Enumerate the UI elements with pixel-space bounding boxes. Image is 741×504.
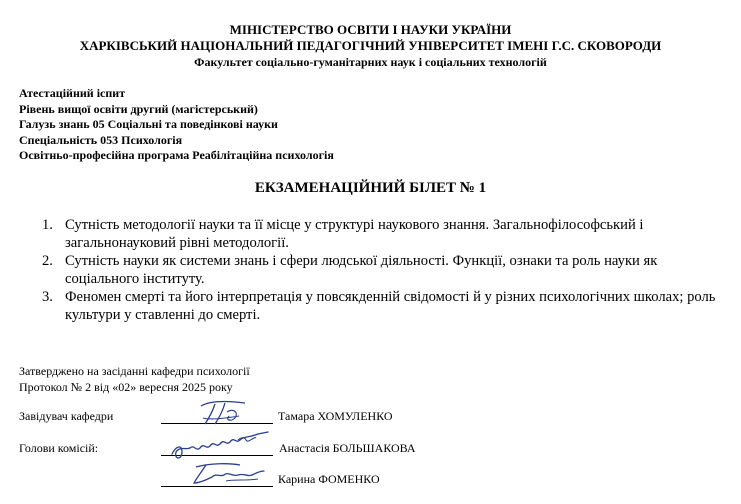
question-number: 2. (42, 253, 53, 269)
question-number: 3. (42, 289, 53, 305)
head-signature (195, 398, 251, 428)
member2-name: Карина ФОМЕНКО (278, 472, 380, 486)
education-level: Рівень вищої освіти другий (магістерський) (19, 101, 258, 116)
member1-name: Анастасія БОЛЬШАКОВА (279, 441, 416, 455)
question-number: 1. (42, 217, 53, 233)
university-title: ХАРКІВСЬКИЙ НАЦІОНАЛЬНИЙ ПЕДАГОГІЧНИЙ УНІВЕРСИТЕТ ІМЕНІ Г.С. СКОВОРОДИ (79, 38, 662, 53)
question-text: Сутність методології науки та її місце у структурі наукового знання. Загальнофілософський і загальнонауковий рівні методології. (65, 217, 644, 251)
commission-role: Голови комісій: (19, 441, 99, 455)
question-item (42, 252, 732, 288)
question-list (42, 216, 732, 324)
approval-note (19, 363, 250, 395)
educational-program: Освітньо-професійна програма Реабілітаційна психологія (19, 148, 334, 163)
ticket-title: ЕКЗАМЕНАЦІЙНИЙ БІЛЕТ № 1 (254, 180, 487, 196)
member2-signature-row (19, 472, 719, 492)
head-role: Завідувач кафедри (19, 409, 114, 423)
exam-type: Атестаційний іспит (19, 86, 126, 100)
exam-meta (19, 86, 334, 164)
head-signature-row (19, 409, 719, 429)
faculty-title: Факультет соціально-гуманітарних наук і соціальних технологій (194, 55, 547, 69)
protocol-line: Протокол № 2 від «02» вересня 2025 року (19, 380, 233, 394)
question-item (42, 288, 732, 324)
member2-signature (190, 459, 266, 489)
approval-line: Затверджено на засіданні кафедри психології (19, 364, 250, 378)
ministry-title: МІНІСТЕРСТВО ОСВІТИ І НАУКИ УКРАЇНИ (229, 22, 512, 37)
question-text: Сутність науки як системи знань і сфери людської діяльності. Функції, ознаки та роль науки як соціального інституту. (65, 253, 658, 287)
member1-signature-row (19, 441, 719, 461)
knowledge-field: Галузь знань 05 Соціальні та поведінкові науки (19, 117, 278, 132)
question-text: Феномен смерті та його інтерпретація у повсякденній свідомості й у різних психологічних школах; роль культури у ставленні до смерті. (65, 289, 716, 323)
head-name: Тамара ХОМУЛЕНКО (278, 409, 393, 423)
question-item (42, 216, 732, 252)
specialty: Спеціальність 053 Психологія (19, 132, 183, 147)
